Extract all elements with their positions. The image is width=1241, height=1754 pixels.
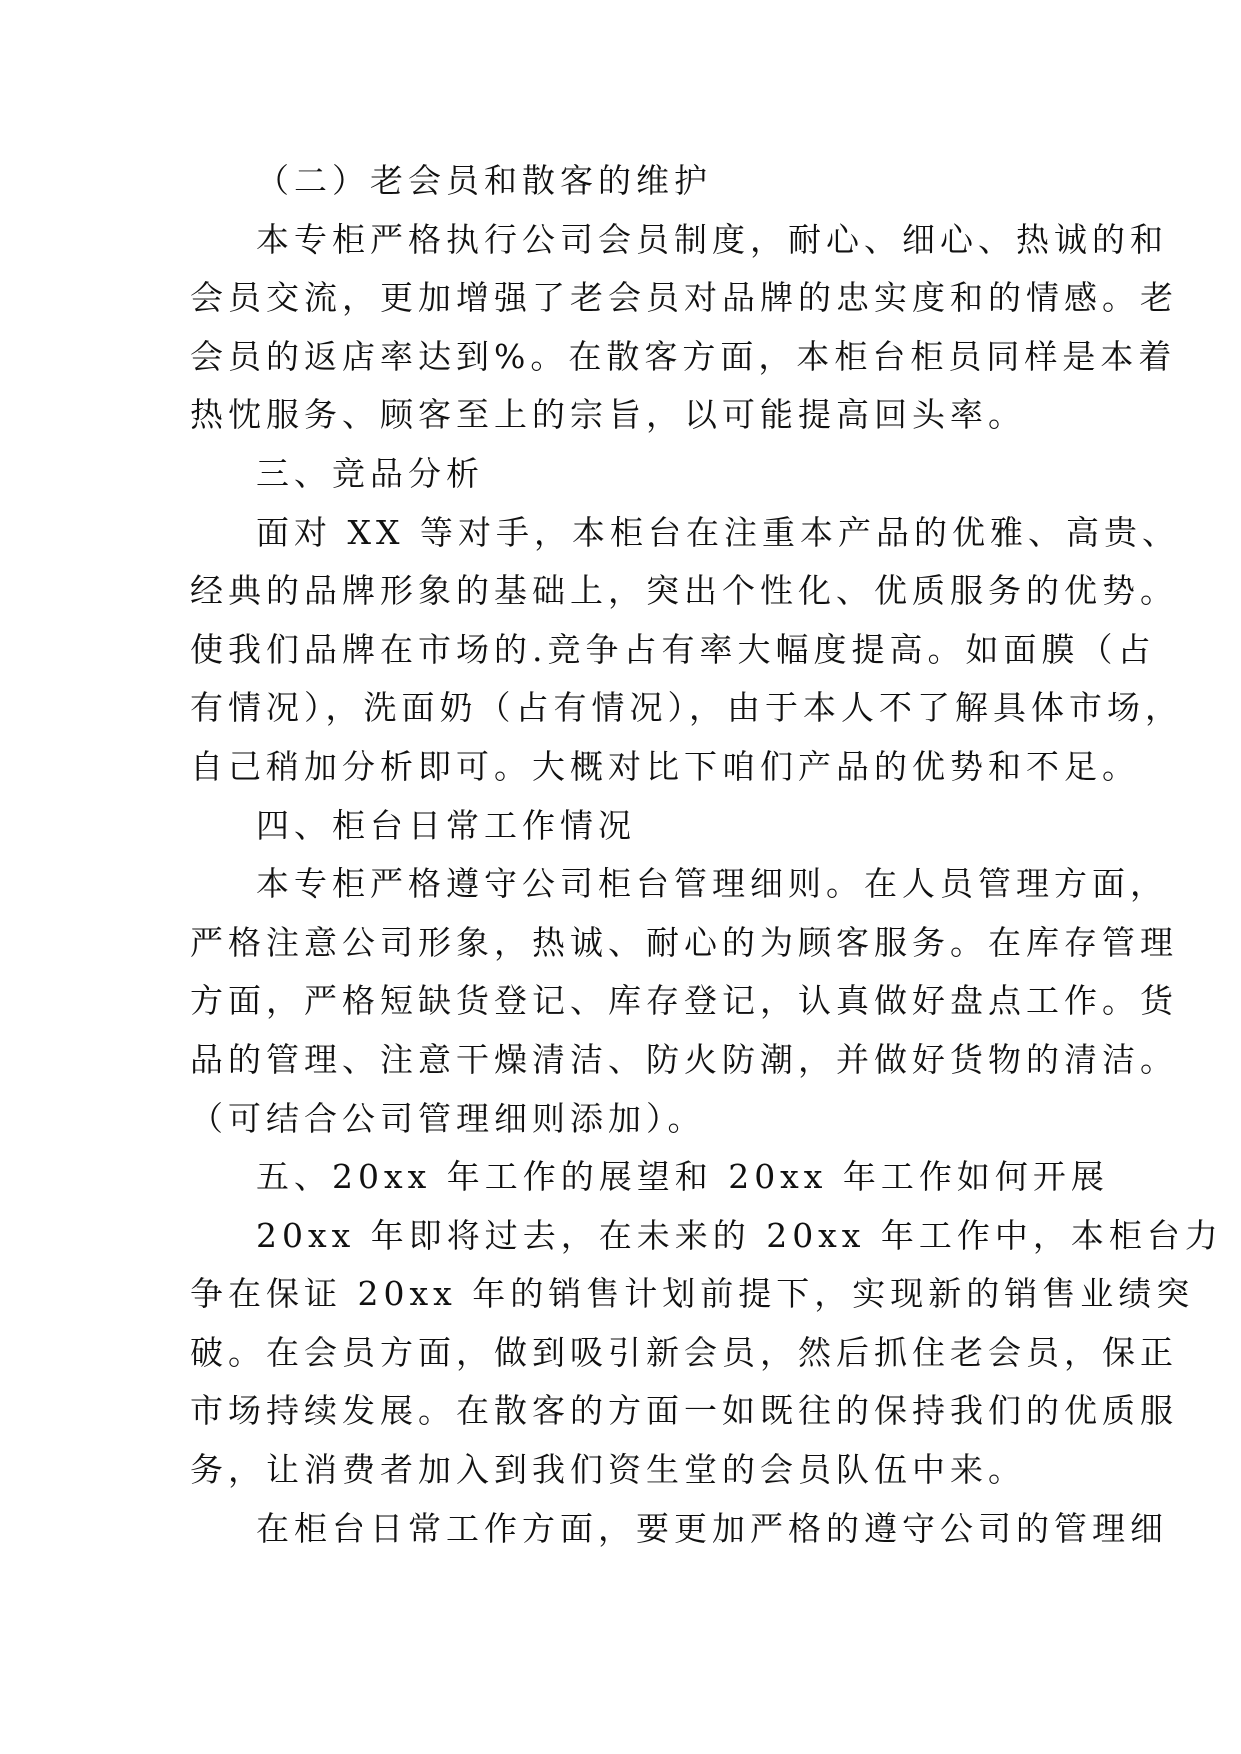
paragraph-line: 务，让消费者加入到我们资生堂的会员队伍中来。 bbox=[190, 1450, 1026, 1490]
paragraph-line: 在柜台日常工作方面，要更加严格的遵守公司的管理细 bbox=[256, 1508, 1168, 1548]
paragraph-line: 20xx 年即将过去，在未来的 20xx 年工作中，本柜台力 bbox=[256, 1215, 1223, 1255]
paragraph-line: （可结合公司管理细则添加）。 bbox=[190, 1098, 706, 1138]
paragraph-line: 方面，严格短缺货登记、库存登记，认真做好盘点工作。货 bbox=[190, 981, 1178, 1021]
paragraph-line: 争在保证 20xx 年的销售计划前提下，实现新的销售业绩突 bbox=[190, 1274, 1195, 1314]
paragraph-line: 会员的返店率达到%。在散客方面，本柜台柜员同样是本着 bbox=[190, 336, 1177, 376]
section-heading-competitor-analysis: 三、竞品分析 bbox=[256, 453, 484, 493]
document-body bbox=[190, 152, 1223, 1558]
paragraph-line: 使我们品牌在市场的.竞争占有率大幅度提高。如面膜（占 bbox=[190, 629, 1156, 669]
paragraph-line: 热忱服务、顾客至上的宗旨，以可能提高回头率。 bbox=[190, 395, 1026, 435]
paragraph-line: 市场持续发展。在散客的方面一如既往的保持我们的优质服 bbox=[190, 1391, 1178, 1431]
section-heading-outlook: 五、20xx 年工作的展望和 20xx 年工作如何开展 bbox=[256, 1157, 1109, 1197]
section-heading-daily-work: 四、柜台日常工作情况 bbox=[256, 805, 636, 845]
paragraph-line: 品的管理、注意干燥清洁、防火防潮，并做好货物的清洁。 bbox=[190, 1039, 1178, 1079]
paragraph-line: 经典的品牌形象的基础上，突出个性化、优质服务的优势。 bbox=[190, 571, 1178, 611]
paragraph-line: 本专柜严格遵守公司柜台管理细则。在人员管理方面， bbox=[256, 864, 1168, 904]
section-heading-member-maintenance: （二）老会员和散客的维护 bbox=[256, 161, 712, 200]
paragraph-line: 本专柜严格执行公司会员制度，耐心、细心、热诚的和 bbox=[256, 219, 1168, 259]
paragraph-line: 面对 XX 等对手，本柜台在注重本产品的优雅、高贵、 bbox=[256, 512, 1180, 552]
paragraph-line: 有情况），洗面奶（占有情况），由于本人不了解具体市场， bbox=[190, 688, 1183, 728]
paragraph-line: 自己稍加分析即可。大概对比下咱们产品的优势和不足。 bbox=[190, 746, 1140, 786]
paragraph-line: 会员交流，更加增强了老会员对品牌的忠实度和的情感。老 bbox=[190, 278, 1178, 318]
paragraph-line: 严格注意公司形象，热诚、耐心的为顾客服务。在库存管理 bbox=[190, 922, 1178, 962]
paragraph-line: 破。在会员方面，做到吸引新会员，然后抓住老会员，保正 bbox=[190, 1332, 1178, 1372]
